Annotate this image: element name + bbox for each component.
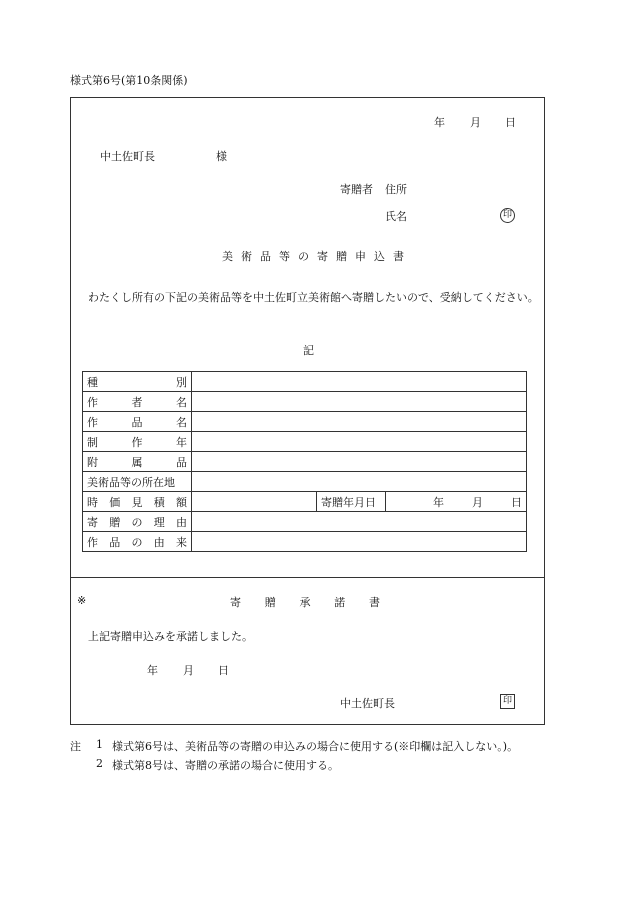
row-label-reason: 寄 贈 の 理 由 xyxy=(83,512,192,532)
table-row xyxy=(83,472,527,492)
notes-label: 注 xyxy=(70,740,81,753)
table-row xyxy=(83,532,527,552)
form-title: 美術品等の寄贈申込書 xyxy=(222,250,412,263)
note-number-1: 1 xyxy=(96,738,103,751)
donor-name-label: 氏名 xyxy=(385,210,407,223)
date-month: 月 xyxy=(470,116,481,129)
addressee-honorific: 様 xyxy=(216,150,227,163)
row-label-work-name: 作 品 名 xyxy=(83,412,192,432)
table-row xyxy=(83,432,527,452)
table-row xyxy=(83,492,527,512)
detail-table xyxy=(82,371,527,552)
row-label-estimated-value: 時 価 見 積 額 xyxy=(83,492,192,512)
estimated-value-cell[interactable] xyxy=(192,492,317,512)
addressee-name: 中土佐町長 xyxy=(100,150,155,163)
work-name-value-cell[interactable] xyxy=(192,412,527,432)
acceptance-signer: 中土佐町長 xyxy=(340,697,395,710)
table-row xyxy=(83,392,527,412)
table-row xyxy=(83,372,527,392)
donor-address-label: 住所 xyxy=(385,183,407,196)
donation-date-cell[interactable]: 年 月 日 xyxy=(386,492,527,512)
note-number-2: 2 xyxy=(96,757,103,770)
seal-mark: 印 xyxy=(500,694,515,709)
table-row xyxy=(83,412,527,432)
body-text: わたくし所有の下記の美術品等を中土佐町立美術館へ寄贈したいので、受納してください。 xyxy=(88,291,539,304)
table-row xyxy=(83,512,527,532)
acceptance-day: 日 xyxy=(218,664,229,677)
seal-mark: 印 xyxy=(500,208,515,223)
note-text-1: 様式第6号は、美術品等の寄贈の申込みの場合に使用する(※印欄は記入しない。)。 xyxy=(112,740,519,753)
production-year-value-cell[interactable] xyxy=(192,432,527,452)
acceptance-year: 年 xyxy=(147,664,158,677)
row-label-location: 美術品等の所在地 xyxy=(83,472,192,492)
donor-label: 寄贈者 xyxy=(340,183,373,196)
section-divider xyxy=(70,577,544,578)
row-label-accessories: 附 属 品 xyxy=(83,452,192,472)
acceptance-month: 月 xyxy=(183,664,194,677)
acceptance-seal xyxy=(500,693,515,709)
acceptance-title: 寄 贈 承 諾 書 xyxy=(230,596,380,609)
location-value-cell[interactable] xyxy=(192,472,527,492)
artist-value-cell[interactable] xyxy=(192,392,527,412)
date-year: 年 xyxy=(434,116,445,129)
note-text-2: 様式第8号は、寄贈の承諾の場合に使用する。 xyxy=(112,759,339,772)
row-label-production-year: 制 作 年 xyxy=(83,432,192,452)
row-label-type: 種 別 xyxy=(83,372,192,392)
donation-date-label: 寄贈年月日 xyxy=(317,492,386,512)
donor-seal xyxy=(500,207,515,223)
provenance-value-cell[interactable] xyxy=(192,532,527,552)
form-reference: 様式第6号(第10条関係) xyxy=(70,74,188,87)
accessories-value-cell[interactable] xyxy=(192,452,527,472)
acceptance-text: 上記寄贈申込みを承諾しました。 xyxy=(88,630,253,643)
ki-label: 記 xyxy=(303,344,314,357)
reason-value-cell[interactable] xyxy=(192,512,527,532)
row-label-provenance: 作 品 の 由 来 xyxy=(83,532,192,552)
date-day: 日 xyxy=(505,116,516,129)
type-value-cell[interactable] xyxy=(192,372,527,392)
row-label-artist: 作 者 名 xyxy=(83,392,192,412)
table-row xyxy=(83,452,527,472)
kome-mark: ※ xyxy=(77,594,87,607)
